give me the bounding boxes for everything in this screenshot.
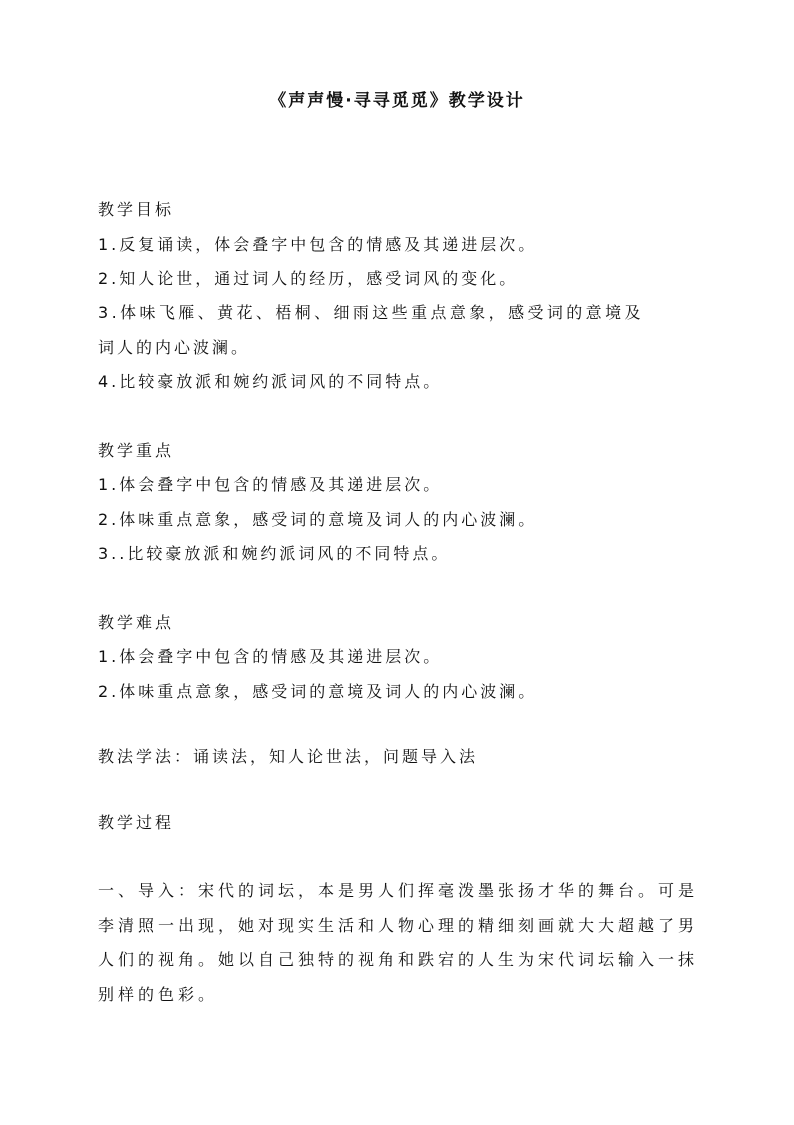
key-point-item: 2.体味重点意象，感受词的意境及词人的内心波澜。 xyxy=(98,510,538,529)
key-points-heading: 教学重点 xyxy=(98,441,175,460)
objective-item: 4.比较豪放派和婉约派词风的不同特点。 xyxy=(98,372,443,391)
objective-item: 3.体味飞雁、黄花、梧桐、细雨这些重点意象，感受词的意境及 xyxy=(98,303,644,322)
process-heading: 教学过程 xyxy=(98,813,175,832)
difficulties-heading: 教学难点 xyxy=(98,613,175,632)
intro-paragraph: 一、导入：宋代的词坛，本是男人们挥毫泼墨张扬才华的舞台。可是李清照一出现，她对现实生活和人物心理的精细刻画就大大超越了男人们的视角。她以自己独特的视角和跌宕的人生为宋代词坛输入一抹别样的色彩。 xyxy=(98,881,699,1005)
teaching-methods: 教法学法：诵读法，知人论世法，问题导入法 xyxy=(98,747,479,766)
difficulty-item: 2.体味重点意象，感受词的意境及词人的内心波澜。 xyxy=(98,682,538,701)
document-title: 《声声慢·寻寻觅觅》教学设计 xyxy=(269,91,525,111)
objectives-heading: 教学目标 xyxy=(98,200,175,219)
key-point-item: 3..比较豪放派和婉约派词风的不同特点。 xyxy=(98,544,451,563)
objective-item: 1.反复诵读，体会叠字中包含的情感及其递进层次。 xyxy=(98,235,538,254)
objective-item: 词人的内心波澜。 xyxy=(98,338,251,357)
difficulty-item: 1.体会叠字中包含的情感及其递进层次。 xyxy=(98,647,443,666)
key-point-item: 1.体会叠字中包含的情感及其递进层次。 xyxy=(98,475,443,494)
objective-item: 2.知人论世，通过词人的经历，感受词风的变化。 xyxy=(98,269,519,288)
